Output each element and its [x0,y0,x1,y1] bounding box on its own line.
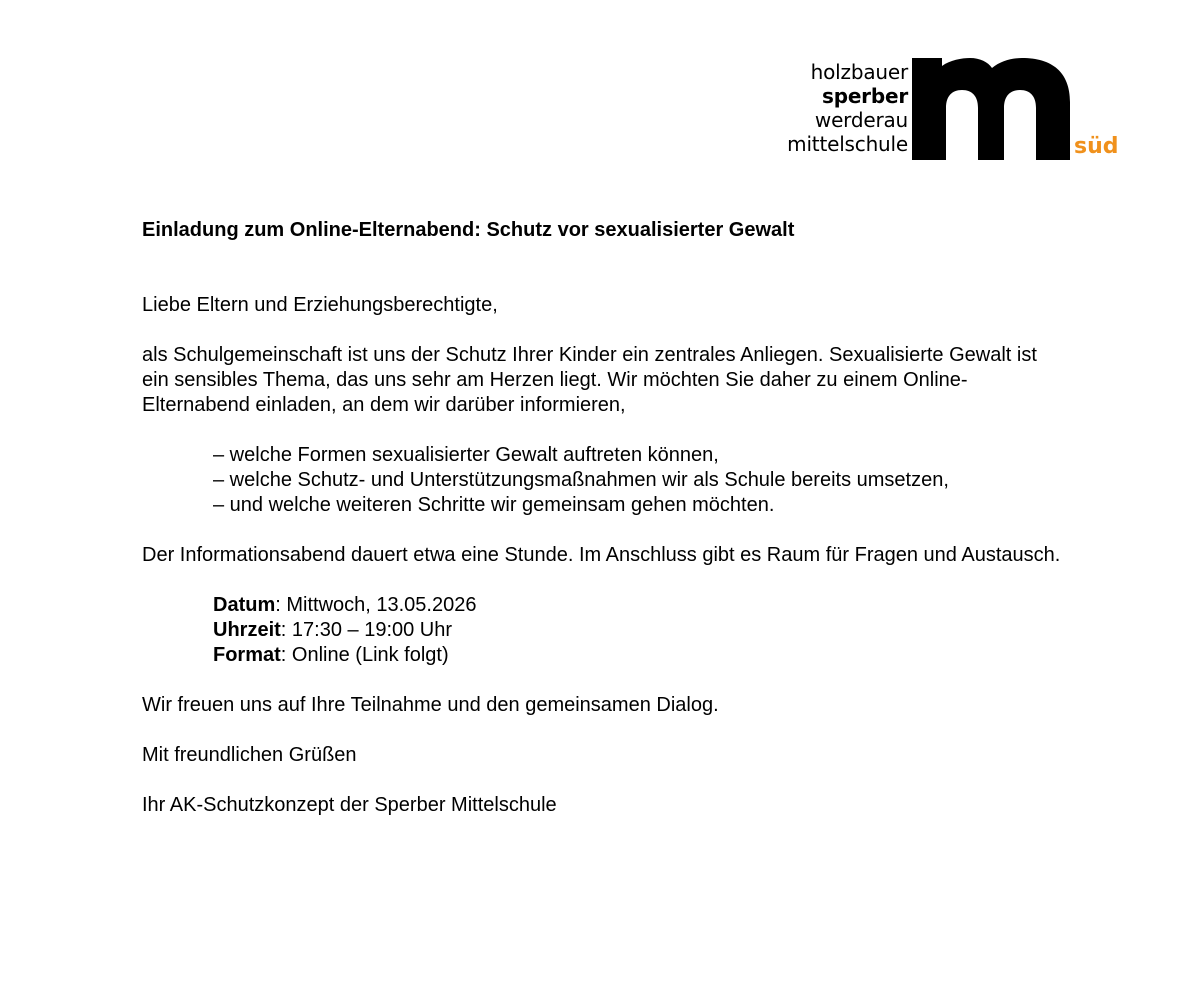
logo-line-werderau: werderau [814,108,908,132]
detail-label: Format [213,644,281,666]
topic-item: – welche Schutz- und Unterstützungsmaßnahmen wir als Schule bereits umsetzen, [213,469,949,491]
topic-list [213,443,1062,518]
topic-item: – welche Formen sexualisierter Gewalt auftreten können, [213,444,719,466]
event-details [213,593,1062,668]
detail-value: : Mittwoch, 13.05.2026 [275,594,477,616]
letter-body [142,218,1062,843]
logo-line-holzbauer: holzbauer [810,60,908,84]
detail-value: : 17:30 – 19:00 Uhr [280,619,453,641]
intro-paragraph: als Schulgemeinschaft ist uns der Schutz Ihrer Kinder ein zentrales Anliegen. Sexualisierte Gewalt ist ein sensibles Thema, das uns sehr am Herzen liegt. Wir möchten Sie daher zu einem Online-Elternabend einladen, an dem wir darüber informieren, [142,344,1037,416]
detail-format [213,643,1062,668]
signature: Ihr AK-Schutzkonzept der Sperber Mittelschule [142,794,557,816]
detail-label: Uhrzeit [213,619,281,641]
logo-text [787,60,908,156]
logo-line-mittelschule: mittelschule [787,132,908,156]
closing-line: Wir freuen uns auf Ihre Teilnahme und den gemeinsamen Dialog. [142,694,719,716]
detail-label: Datum [213,594,276,616]
logo-line-sperber: sperber [822,84,908,108]
greeting: Liebe Eltern und Erziehungsberechtigte, [142,294,498,316]
detail-date [213,593,1062,618]
logo-m-mark [912,58,1072,160]
letter-title: Einladung zum Online-Elternabend: Schutz vor sexualisierter Gewalt [142,219,795,241]
logo-sued: süd [1074,134,1119,159]
detail-time [213,618,1062,643]
school-logo [770,52,1130,167]
detail-value: : Online (Link folgt) [280,644,449,666]
regards: Mit freundlichen Grüßen [142,744,357,766]
info-paragraph: Der Informationsabend dauert etwa eine Stunde. Im Anschluss gibt es Raum für Fragen und Austausch. [142,544,1061,566]
topic-item: – und welche weiteren Schritte wir gemeinsam gehen möchten. [213,494,775,516]
